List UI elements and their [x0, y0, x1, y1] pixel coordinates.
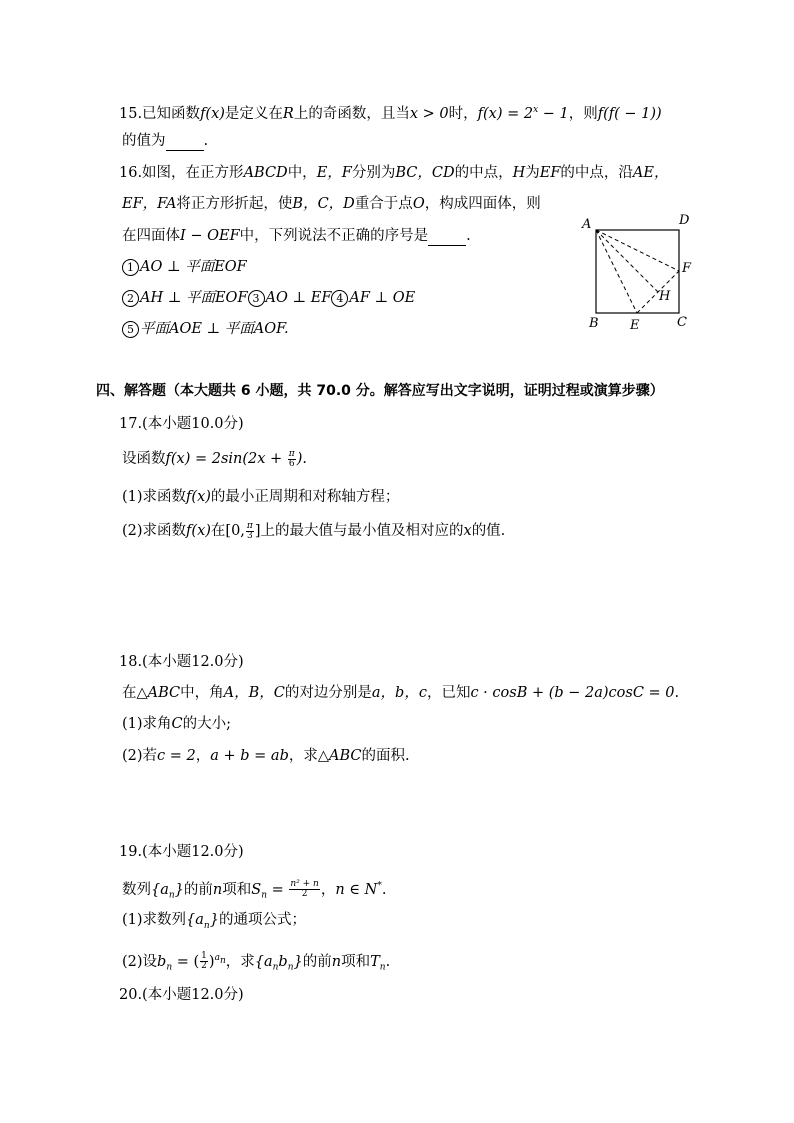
q16-option-text: AH ⊥ 平面EOF: [140, 290, 248, 306]
q19-part1: [122, 910, 306, 936]
q19-math: = (: [172, 953, 200, 970]
circled-number: 1: [122, 259, 139, 276]
q18-math: △ABC: [317, 748, 362, 764]
q19-sub: n: [168, 890, 175, 901]
q18-text: 的面积.: [361, 748, 410, 764]
q19-stem: [122, 876, 386, 906]
q17-header: 17.(本小题10.0分): [119, 416, 244, 432]
q19-sup: *: [377, 881, 382, 891]
q17-math: f(x): [186, 489, 211, 505]
q19-sub: n: [272, 962, 279, 973]
q19-text: 项和: [341, 953, 371, 970]
q16-option-5: [122, 319, 289, 339]
square-figure: [575, 208, 705, 338]
q16-option-text: AO ⊥ 平面EOF: [140, 259, 247, 275]
q16-text: 的中点，沿: [560, 165, 633, 181]
dashed-AH: [596, 230, 658, 292]
q19-math: b: [278, 953, 288, 970]
q19-text: ，: [320, 881, 336, 898]
q18-text: 在: [122, 685, 137, 701]
fraction: [289, 880, 319, 899]
q19-text: 的前: [302, 953, 332, 970]
circled-number: 4: [331, 290, 348, 307]
q17-text: (2)求函数: [122, 523, 187, 539]
q17-text: 在: [210, 523, 226, 539]
q19-sub: n: [379, 962, 386, 973]
q16-math: BC，CD: [395, 165, 455, 181]
q17-text: (1)求函数: [122, 489, 187, 505]
q18-text: 的对边分别是: [284, 685, 372, 701]
fraction-denominator: 6: [288, 458, 295, 469]
section-heading: 四、解答题（本大题共 6 小题，共 70.0 分。解答应写出文字说明，证明过程或演算步骤）: [96, 383, 664, 399]
q19-exponent: [214, 953, 226, 966]
fraction-denominator: 2: [201, 961, 207, 972]
label-F: F: [682, 261, 692, 276]
q16-text: 16.如图，在正方形: [119, 165, 244, 181]
label-B: B: [589, 316, 599, 331]
q17-math: f(x) = 2sin(2x +: [165, 451, 287, 467]
q16-text: ，构成四面体，则: [424, 196, 541, 212]
q19-math: n: [331, 953, 342, 970]
fraction-numerator: n² + n: [290, 879, 319, 890]
fraction-numerator: π: [246, 520, 253, 531]
q16-option-text: AO ⊥ EF: [265, 290, 332, 306]
q18-stem: [122, 683, 679, 703]
fraction-numerator: π: [288, 448, 295, 459]
q19-text: .: [381, 881, 387, 898]
q19-math: }: [174, 881, 184, 898]
q19-part2: [122, 948, 390, 978]
q19-header: 19.(本小题12.0分): [119, 844, 244, 860]
q17-math: ).: [296, 451, 307, 467]
q17-math: x: [463, 523, 472, 539]
q15-ffm1: f(f( − 1)): [597, 105, 662, 122]
q15-formula-b: − 1: [538, 105, 569, 122]
q19-math: S: [251, 881, 262, 898]
circled-number: 3: [248, 290, 265, 307]
q19-math: n: [212, 881, 223, 898]
q16-math: I − OEF: [180, 228, 240, 244]
q15-line1: [119, 100, 662, 124]
q18-text: 的大小;: [182, 716, 232, 732]
q15-fx: f(x): [200, 105, 225, 122]
q16-text: 中，下列说法不正确的序号是: [239, 228, 429, 244]
q15-line2: [122, 131, 208, 151]
q19-text: .: [385, 953, 391, 970]
q15-cond: x > 0: [409, 105, 449, 122]
q17-text: 的最小正周期和对称轴方程；: [210, 489, 400, 505]
q16-math: E，F: [316, 165, 352, 181]
q19-math: }: [209, 912, 219, 928]
q17-part2: [122, 521, 505, 541]
q17-math: ]: [254, 523, 261, 539]
q16-math: O: [412, 196, 425, 212]
q16-text: 将正方形折起，使: [176, 196, 293, 212]
q15-text: 15.已知函数: [119, 105, 201, 122]
q19-math: ): [208, 953, 215, 970]
q19-math: }: [293, 953, 303, 970]
dashed-AF: [596, 230, 679, 271]
fraction: [288, 450, 296, 469]
q17-math: f(x): [186, 523, 211, 539]
q19-math: b: [157, 953, 167, 970]
fraction-denominator: 3: [247, 530, 253, 541]
q19-math: =: [266, 881, 289, 898]
q15-R: R: [282, 105, 294, 122]
fraction: [246, 522, 254, 541]
q18-text: (1)求角: [122, 716, 172, 732]
q16-math: B，C，D: [292, 196, 355, 212]
q16-option-text: 平面AOE ⊥ 平面AOF.: [140, 321, 289, 337]
q18-text: (2)若: [122, 748, 158, 764]
q19-text: (2)设: [122, 953, 158, 970]
q19-math: T: [370, 953, 380, 970]
q20-header: 20.(本小题12.0分): [119, 987, 244, 1003]
q19-sub: n: [261, 890, 267, 901]
q18-header: 18.(本小题12.0分): [119, 654, 244, 670]
q17-text: 设函数: [122, 451, 166, 467]
q19-exp-sub: n: [219, 955, 226, 966]
q16-text: 重合于点: [354, 196, 413, 212]
q18-math: a + b = ab: [210, 748, 289, 764]
q16-line1: [119, 163, 668, 183]
q17-text: 的值.: [471, 523, 506, 539]
q15-text: 的值为: [122, 133, 166, 149]
label-A: A: [582, 217, 592, 232]
q16-math: ABCD: [243, 165, 288, 181]
q17-stem: [122, 449, 307, 469]
q16-option-2-4: [122, 288, 415, 308]
q15-exp: x: [533, 105, 539, 115]
q16-math: EF，FA: [122, 196, 177, 212]
q15-formula: f(x) = 2: [477, 105, 534, 122]
q18-math: A，B，C: [223, 685, 285, 701]
q15-text: .: [203, 133, 209, 149]
q17-math: [0,: [225, 523, 245, 539]
q19-math: {a: [186, 912, 204, 928]
q16-option-1: [122, 257, 247, 277]
label-C: C: [677, 315, 687, 330]
answer-blank[interactable]: [166, 136, 204, 151]
q18-math: c = 2: [157, 748, 196, 764]
q19-text: 项和: [222, 881, 252, 898]
label-H: H: [659, 289, 671, 304]
label-D: D: [679, 213, 690, 228]
circled-number: 5: [122, 321, 139, 338]
fraction: [200, 952, 208, 971]
q19-math: n ∈ N: [335, 881, 378, 898]
q18-text: 中，角: [180, 685, 224, 701]
q16-text: 中，: [287, 165, 317, 181]
q15-text: 是定义在: [224, 105, 283, 122]
q18-text: .: [674, 685, 680, 701]
q16-line2: [122, 194, 541, 214]
q16-math: AE，: [632, 165, 669, 181]
q18-math: c · cosB + (b − 2a)cosC = 0: [470, 685, 675, 701]
q19-text: (1)求数列: [122, 912, 187, 928]
q18-text: ，求: [288, 748, 318, 764]
q19-text: 数列: [122, 881, 151, 898]
q16-text: 在四面体: [122, 228, 180, 244]
q16-text: 分别为: [351, 165, 396, 181]
q18-math: △ABC: [136, 685, 181, 701]
q19-sub: n: [166, 962, 173, 973]
q16-option-text: AF ⊥ OE: [349, 290, 416, 306]
circled-number: 2: [122, 290, 139, 307]
q16-line3: [122, 226, 471, 246]
q16-text: 的中点，: [454, 165, 513, 181]
q18-text: ，已知: [426, 685, 471, 701]
q18-text: ，: [195, 748, 211, 764]
q15-text: ，则: [568, 105, 598, 122]
q16-math: H: [512, 165, 526, 181]
q19-text: 的通项公式；: [218, 912, 306, 928]
q15-text: 上的奇函数，且当: [293, 105, 410, 122]
q19-sub: n: [203, 920, 210, 931]
q19-math: {a: [151, 881, 169, 898]
q16-text: .: [466, 228, 471, 244]
label-E: E: [630, 318, 640, 333]
q17-part1: [122, 487, 399, 507]
q19-math: {a: [254, 953, 273, 970]
fraction-denominator: 2: [301, 889, 308, 900]
q19-text: ，求: [225, 953, 255, 970]
q18-math: C: [171, 716, 183, 732]
dashed-AE: [596, 230, 637, 313]
answer-blank[interactable]: [428, 231, 466, 246]
q16-text: 为: [525, 165, 540, 181]
q18-part2: [122, 746, 410, 766]
q17-text: 上的最大值与最小值及相对应的: [260, 523, 464, 539]
q16-math: EF: [539, 165, 561, 181]
fraction-numerator: 1: [201, 951, 207, 962]
q19-sub: n: [287, 962, 294, 973]
q18-math: a，b，c: [371, 685, 427, 701]
q19-text: 的前: [183, 881, 213, 898]
q15-text: 时，: [448, 105, 478, 122]
q19-exp-base: a: [214, 953, 220, 963]
q18-part1: [122, 714, 231, 734]
